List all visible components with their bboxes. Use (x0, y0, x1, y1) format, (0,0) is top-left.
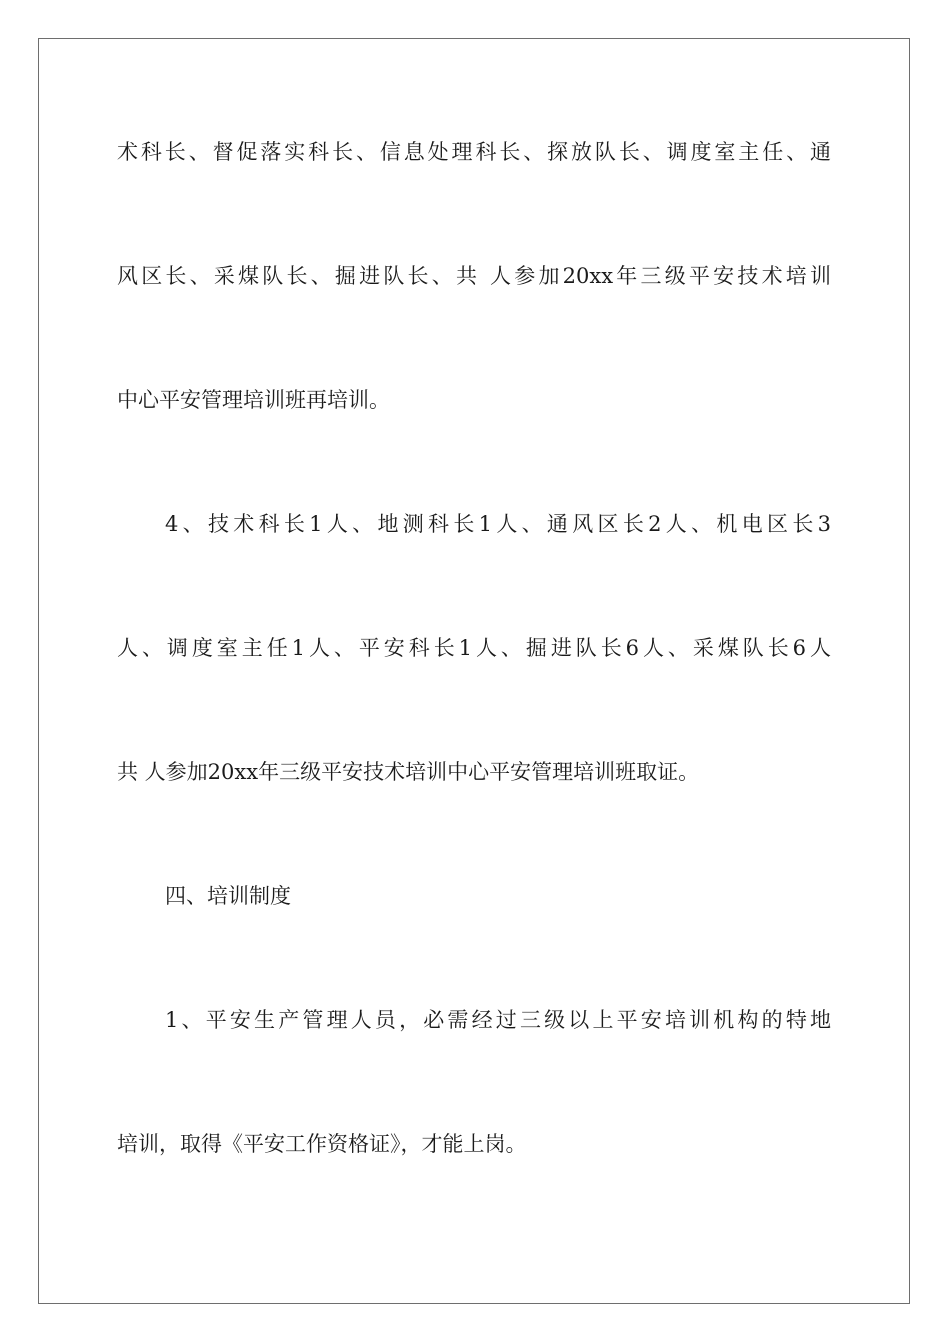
paragraph-line-7: 1、平安生产管理人员，必需经过三级以上平安培训机构的特地 (165, 1008, 831, 1032)
paragraph-line-4: 4、技术科长1人、地测科长1人、通风区长2人、机电区长3 (165, 512, 831, 536)
section-heading: 四、培训制度 (165, 884, 291, 908)
paragraph-line-8: 培训，取得《平安工作资格证》，才能上岗。 (117, 1132, 527, 1156)
paragraph-line-5: 人、调度室主任1人、平安科长1人、掘进队长6人、采煤队长6人 (117, 636, 831, 660)
paragraph-line-2: 风区长、采煤队长、掘进队长、共 人参加20xx年三级平安技术培训 (117, 264, 831, 288)
paragraph-line-1: 术科长、督促落实科长、信息处理科长、探放队长、调度室主任、通 (117, 140, 831, 164)
paragraph-line-6: 共 人参加20xx年三级平安技术培训中心平安管理培训班取证。 (117, 760, 700, 784)
document-page (38, 38, 910, 1304)
paragraph-line-3: 中心平安管理培训班再培训。 (117, 388, 390, 412)
